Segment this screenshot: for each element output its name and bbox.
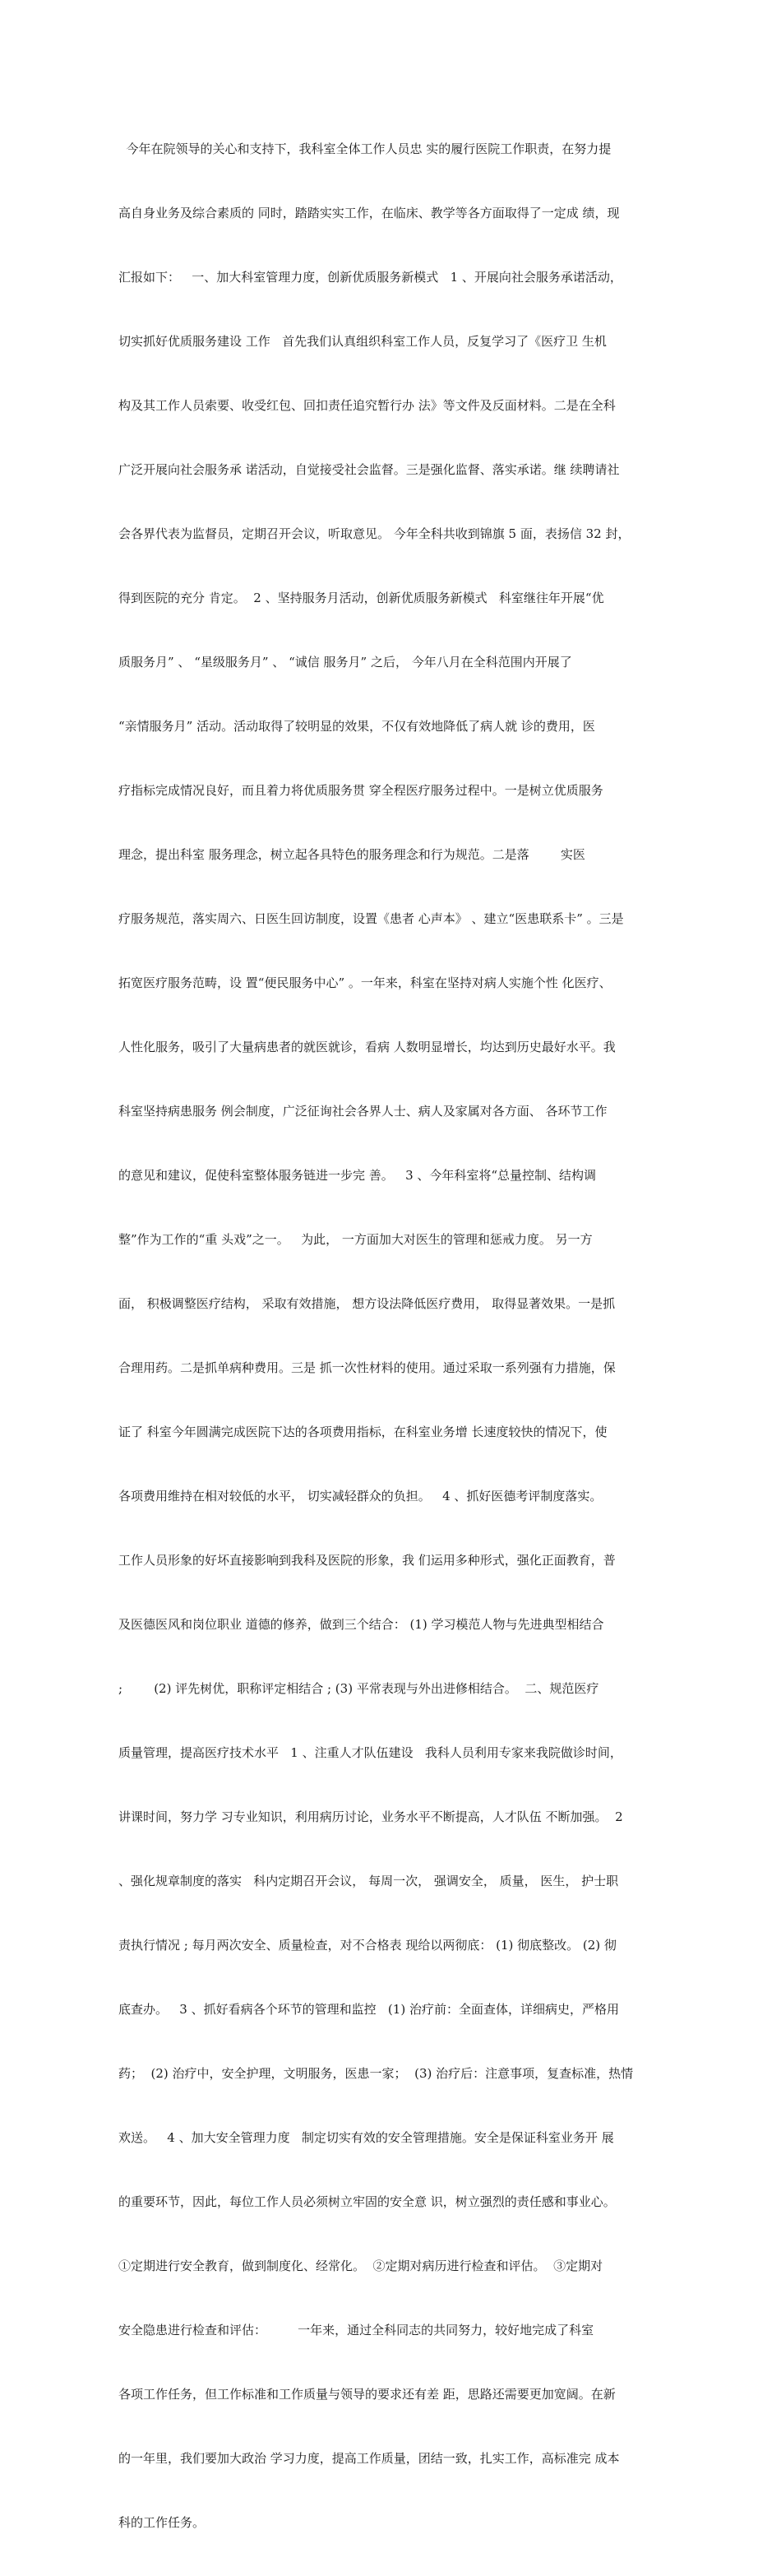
text-line-35: 安全隐患进行检查和评估： 一年来，通过全科同志的共同努力，较好地完成了科室	[118, 2323, 594, 2337]
text-line-19: 面， 积极调整医疗结构， 采取有效措施， 想方设法降低医疗费用， 取得显著效果。一是抓	[118, 1296, 616, 1311]
text-line-20: 合理用药。二是抓单病种费用。三是 抓一次性材料的使用。通过采取一系列强有力措施，保	[118, 1360, 616, 1375]
text-line-18: 整”作为工作的“重 头戏”之一。 为此， 一方面加大对医生的管理和惩戒力度。 另一方	[118, 1232, 593, 1247]
text-line-36: 各项工作任务，但工作标准和工作质量与领导的要求还有差 距，思路还需要更加宽阔。在新	[118, 2387, 616, 2402]
text-line-24: 及医德医风和岗位职业 道德的修养，做到三个结合： (1) 学习模范人物与先进典型相结合	[118, 1617, 604, 1632]
text-line-28: 、强化规章制度的落实 科内定期召开会议， 每周一次， 强调安全， 质量， 医生， 护士职	[118, 1874, 619, 1888]
text-line-15: 人性化服务，吸引了大量病患者的就医就诊，看病 人数明显增长，均达到历史最好水平。我	[118, 1040, 616, 1054]
text-line-8: 得到医院的充分 肯定。 2 、坚持服务月活动，创新优质服务新模式 科室继往年开展“优	[118, 591, 604, 605]
text-line-30: 底查办。 3 、抓好看病各个环节的管理和监控 (1) 治疗前：全面查体，详细病史，严格用	[118, 2002, 619, 2017]
text-line-4: 切实抓好优质服务建设 工作 首先我们认真组织科室工作人员，反复学习了《医疗卫 生机	[118, 334, 607, 349]
text-line-22: 各项费用维持在相对较低的水平， 切实减轻群众的负担。 4 、抓好医德考评制度落实。	[118, 1489, 603, 1503]
text-line-13: 疗服务规范，落实周六、日医生回访制度，设置《患者 心声本》 、建立“医患联系卡” 。三是	[118, 911, 624, 926]
text-line-12: 理念，提出科室 服务理念，树立起各具特色的服务理念和行为规范。二是落 实医	[118, 847, 585, 862]
text-line-16: 科室坚持病患服务 例会制度，广泛征询社会各界人士、病人及家属对各方面、 各环节工作	[118, 1104, 608, 1119]
text-line-25: ; (2) 评先树优，职称评定相结合 ; (3) 平常表现与外出进修相结合。 二、规范医疗	[118, 1681, 599, 1696]
text-line-1: 今年在院领导的关心和支持下，我科室全体工作人员忠 实的履行医院工作职责，在努力提	[118, 141, 612, 156]
text-line-9: 质服务月” 、 “星级服务月” 、 “诚信 服务月” 之后， 今年八月在全科范围内开展了	[118, 655, 572, 669]
text-line-11: 疗指标完成情况良好，而且着力将优质服务贯 穿全程医疗服务过程中。一是树立优质服务	[118, 783, 603, 798]
text-line-21: 证了 科室今年圆满完成医院下达的各项费用指标，在科室业务增 长速度较快的情况下，使	[118, 1425, 608, 1439]
text-line-3: 汇报如下： 一、加大科室管理力度，创新优质服务新模式 1 、开展向社会服务承诺活动，	[118, 270, 622, 285]
text-line-33: 的重要环节，因此，每位工作人员必须树立牢固的安全意 识，树立强烈的责任感和事业心。	[118, 2194, 616, 2209]
text-line-37: 的一年里，我们要加大政治 学习力度，提高工作质量，团结一致，扎实工作，高标准完 成本	[118, 2451, 620, 2466]
text-line-34: ①定期进行安全教育，做到制度化、经常化。 ②定期对病历进行检查和评估。 ③定期对	[118, 2259, 603, 2273]
text-line-5: 构及其工作人员索要、收受红包、回扣责任追究暂行办 法》等文件及反面材料。二是在全科	[118, 398, 616, 413]
text-line-29: 责执行情况 ; 每月两次安全、质量检查，对不合格表 现给以两彻底： (1) 彻底整改。 (2) 彻	[118, 1938, 617, 1953]
text-line-27: 讲课时间，努力学 习专业知识，利用病历讨论，业务水平不断提高，人才队伍 不断加强。 2	[118, 1809, 623, 1824]
text-line-26: 质量管理，提高医疗技术水平 1 、注重人才队伍建设 我科人员利用专家来我院做诊时间，	[118, 1745, 622, 1760]
text-line-38: 科的工作任务。	[118, 2515, 206, 2530]
text-line-23: 工作人员形象的好坏直接影响到我科及医院的形象，我 们运用多种形式，强化正面教育，普	[118, 1553, 616, 1568]
text-line-2: 高自身业务及综合素质的 同时，踏踏实实工作，在临床、教学等各方面取得了一定成 绩，现	[118, 206, 620, 220]
text-line-32: 欢送。 4 、加大安全管理力度 制定切实有效的安全管理措施。安全是保证科室业务开 展	[118, 2130, 614, 2145]
text-line-10: “亲情服务月” 活动。活动取得了较明显的效果，不仅有效地降低了病人就 诊的费用，医	[118, 719, 595, 734]
text-line-31: 药； (2) 治疗中，安全护理，文明服务，医患一家； (3) 治疗后：注意事项，复查标准，热情	[118, 2066, 634, 2081]
text-line-6: 广泛开展向社会服务承 诺活动，自觉接受社会监督。三是强化监督、落实承诺。继 续聘请社	[118, 462, 620, 477]
report-body	[118, 95, 668, 2576]
text-line-7: 会各界代表为监督员，定期召开会议，听取意见。 今年全科共收到锦旗 5 面，表扬信 32 封，	[118, 526, 631, 541]
text-line-17: 的意见和建议，促使科室整体服务链进一步完 善。 3 、今年科室将“总量控制、结构调	[118, 1168, 597, 1183]
text-line-14: 拓宽医疗服务范畴，设 置“便民服务中心” 。一年来，科室在坚持对病人实施个性 化医疗、	[118, 975, 612, 990]
